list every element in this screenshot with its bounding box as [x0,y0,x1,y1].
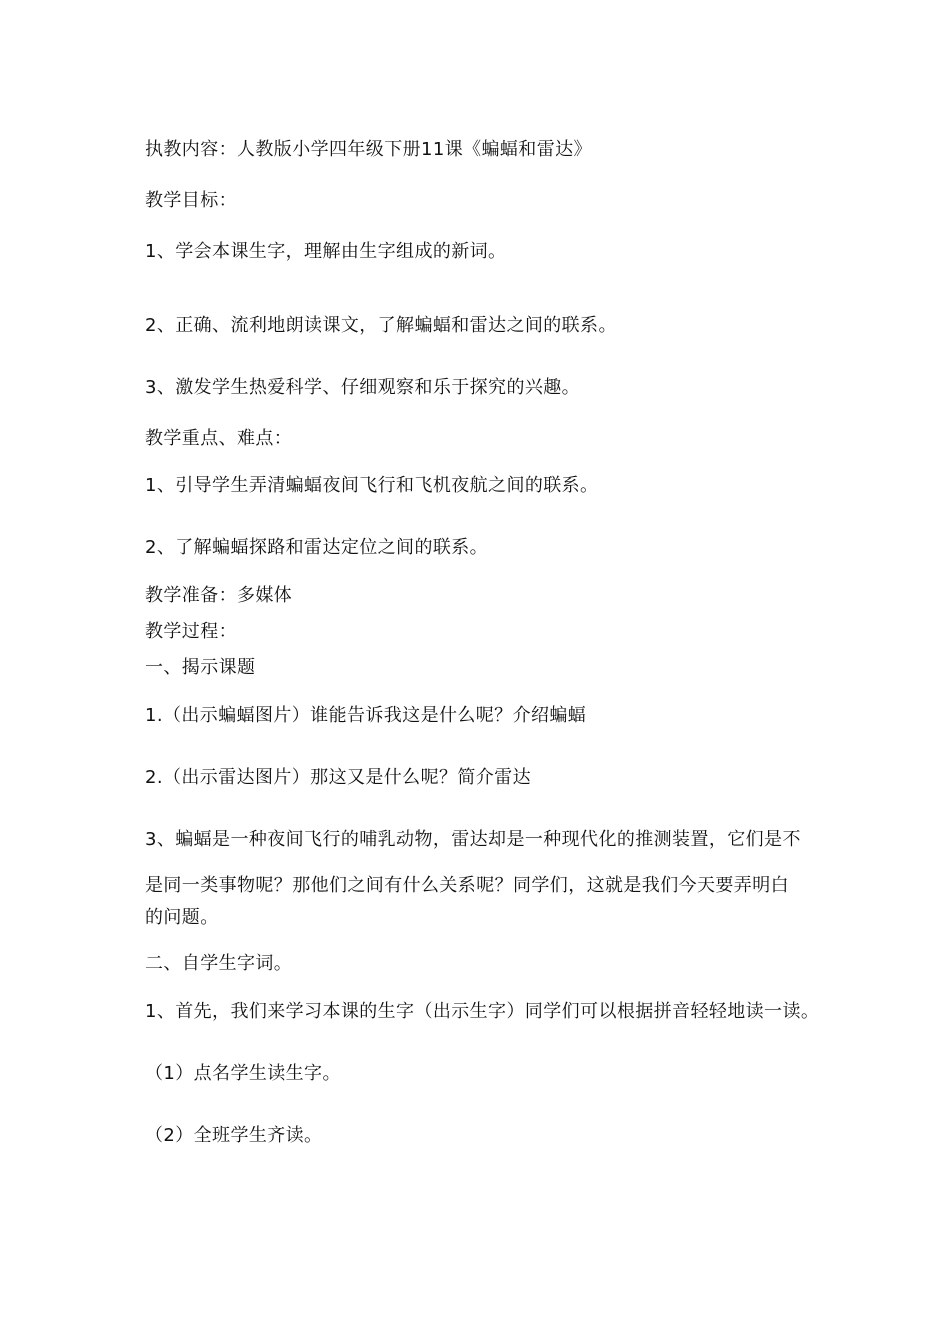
section-item-paragraph [145,828,810,930]
paragraph-line: 的问题。 [145,907,219,928]
sub-item: （2）全班学生齐读。 [145,1125,323,1146]
section-item: 1.（出示蝙蝠图片）谁能告诉我这是什么呢？介绍蝙蝠 [145,705,587,726]
section-item: 2.（出示雷达图片）那这又是什么呢？简介雷达 [145,767,531,788]
key-points-heading: 教学重点、难点： [145,428,293,449]
key-point-item: 1、引导学生弄清蝙蝠夜间飞行和飞机夜航之间的联系。 [145,475,599,496]
objective-item: 3、激发学生热爱科学、仔细观察和乐于探究的兴趣。 [145,377,581,398]
objectives-heading: 教学目标： [145,190,237,211]
process-heading: 教学过程： [145,621,237,642]
sub-item: （1）点名学生读生字。 [145,1063,341,1084]
paragraph-line: 3、蝙蝠是一种夜间飞行的哺乳动物，雷达却是一种现代化的推测装置，它们是不 [145,829,801,850]
objective-item: 1、学会本课生字，理解由生字组成的新词。 [145,241,507,262]
paragraph-line: 是同一类事物呢？那他们之间有什么关系呢？同学们，这就是我们今天要弄明白 [145,875,789,896]
section-heading: 二、自学生字词。 [145,953,293,974]
key-point-item: 2、了解蝙蝠探路和雷达定位之间的联系。 [145,537,489,558]
objective-item: 2、正确、流利地朗读课文，了解蝙蝠和雷达之间的联系。 [145,315,617,336]
preparation-line: 教学准备：多媒体 [145,585,293,606]
section-item: 1、首先，我们来学习本课的生字（出示生字）同学们可以根据拼音轻轻地读一读。 [145,1001,820,1022]
content-line: 执教内容：人教版小学四年级下册11课《蝙蝠和雷达》 [145,139,592,160]
section-heading: 一、揭示课题 [145,657,256,678]
